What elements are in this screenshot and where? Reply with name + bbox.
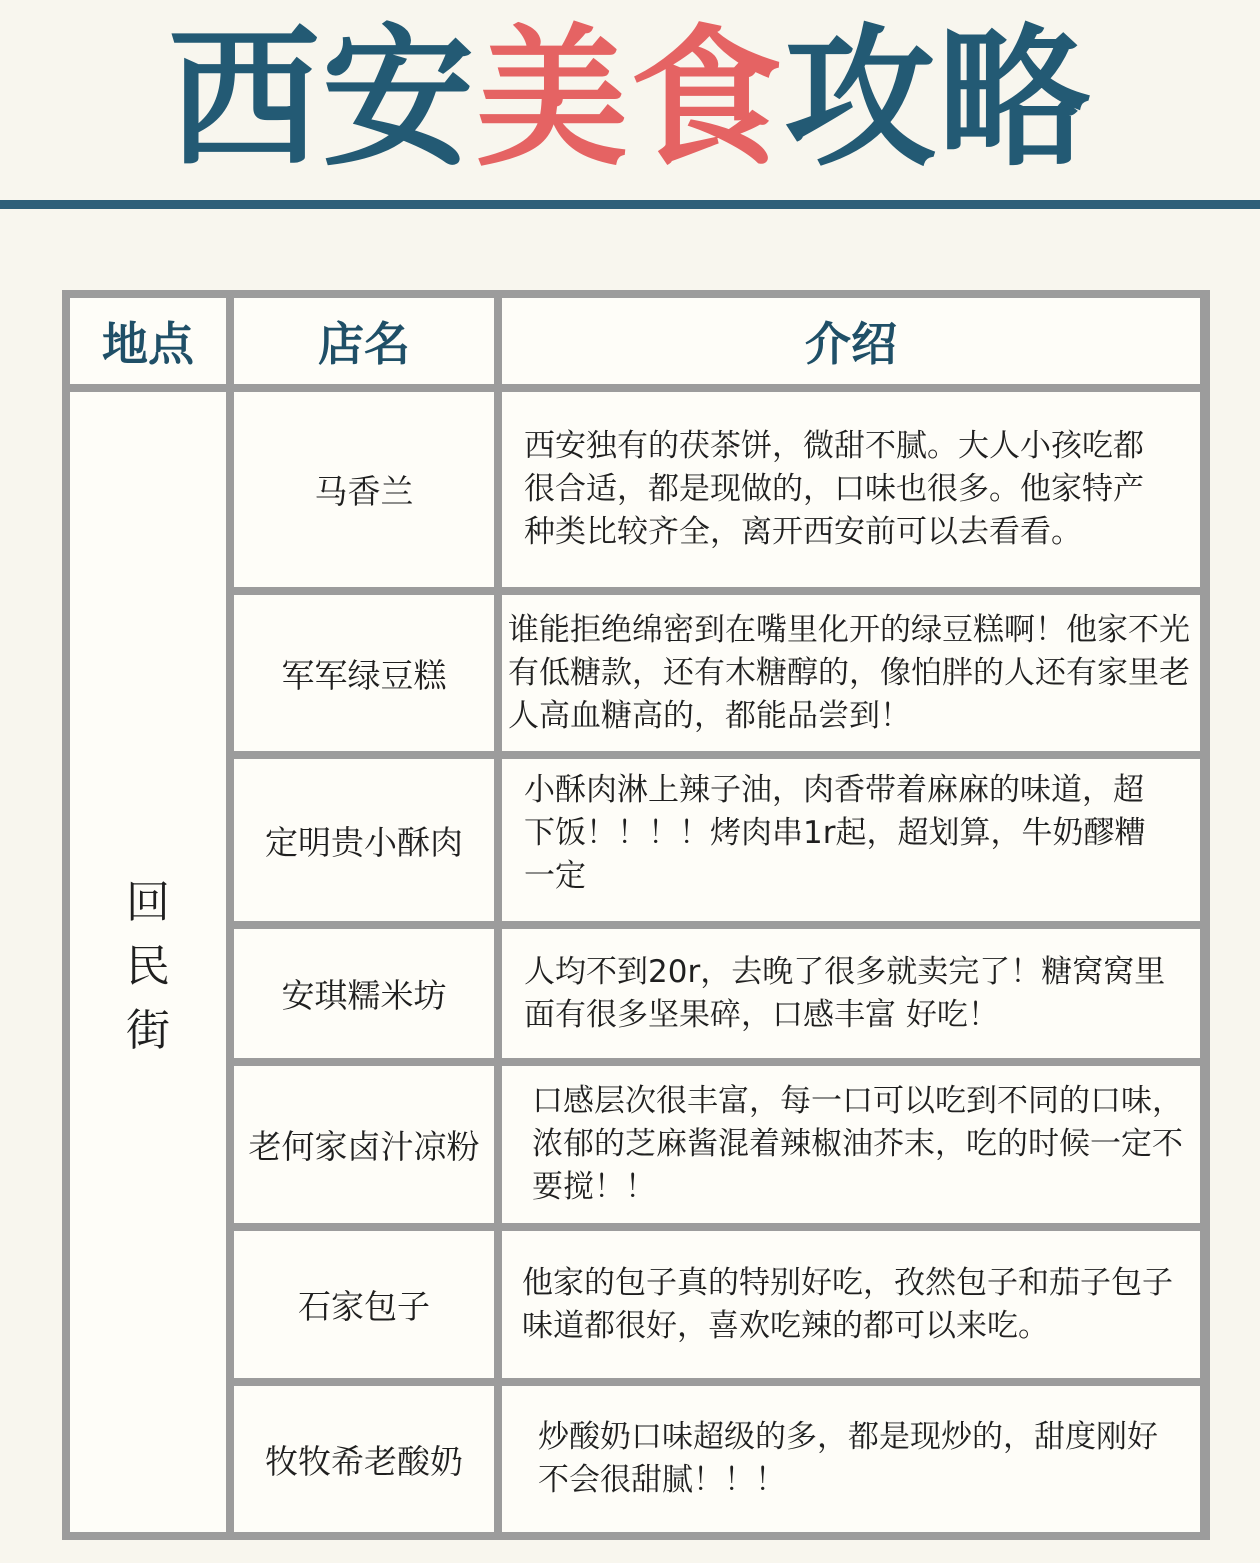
intro-text: 炒酸奶口味超级的多，都是现炒的，甜度刚好不会很甜腻！！！	[538, 1419, 1158, 1498]
shop-name-cell: 军军绿豆糕	[234, 595, 494, 751]
title-part-2-highlight: 美食	[476, 10, 784, 187]
header-shop-name: 店名	[234, 298, 494, 384]
location-cell	[70, 392, 226, 1532]
shop-name-cell: 老何家卤汁凉粉	[234, 1066, 494, 1223]
header-intro: 介绍	[502, 298, 1200, 384]
intro-text: 小酥肉淋上辣子油，肉香带着麻麻的味道，超下饭！！！！烤肉串1r起，超划算，牛奶醪糟一定	[524, 772, 1146, 894]
intro-text: 西安独有的茯茶饼，微甜不腻。大人小孩吃都很合适，都是现做的，口味也很多。他家特产种类比较齐全，离开西安前可以去看看。	[524, 428, 1144, 550]
intro-cell	[502, 1386, 1200, 1532]
intro-text: 他家的包子真的特别好吃，孜然包子和茄子包子味道都很好，喜欢吃辣的都可以来吃。	[522, 1264, 1173, 1344]
title-part-3: 攻略	[784, 10, 1092, 187]
food-guide-table	[62, 290, 1210, 1540]
title-divider	[0, 200, 1260, 209]
intro-cell	[502, 392, 1200, 587]
intro-cell	[502, 929, 1200, 1058]
shop-name-cell: 定明贵小酥肉	[234, 759, 494, 921]
intro-cell	[502, 1231, 1200, 1378]
intro-text: 口感层次很丰富，每一口可以吃到不同的口味，浓郁的芝麻酱混着辣椒油芥末，吃的时候一定不要搅！！	[532, 1083, 1183, 1205]
shop-name-cell: 马香兰	[234, 392, 494, 587]
title-part-1: 西安	[168, 10, 476, 187]
intro-cell	[502, 1066, 1200, 1223]
intro-cell	[502, 595, 1200, 751]
header-location: 地点	[70, 298, 226, 384]
intro-text: 人均不到20r，去晚了很多就卖完了！糖窝窝里面有很多坚果碎，口感丰富 好吃！	[524, 953, 1166, 1033]
shop-name-cell: 石家包子	[234, 1231, 494, 1378]
intro-text: 谁能拒绝绵密到在嘴里化开的绿豆糕啊！他家不光有低糖款，还有木糖醇的，像怕胖的人还有家里老人高血糖高的，都能品尝到！	[508, 611, 1190, 734]
intro-cell	[502, 759, 1200, 921]
location-label: 回民街	[126, 877, 170, 1056]
shop-name-cell: 安琪糯米坊	[234, 929, 494, 1058]
page-title	[0, 10, 1260, 187]
shop-name-cell: 牧牧希老酸奶	[234, 1386, 494, 1532]
